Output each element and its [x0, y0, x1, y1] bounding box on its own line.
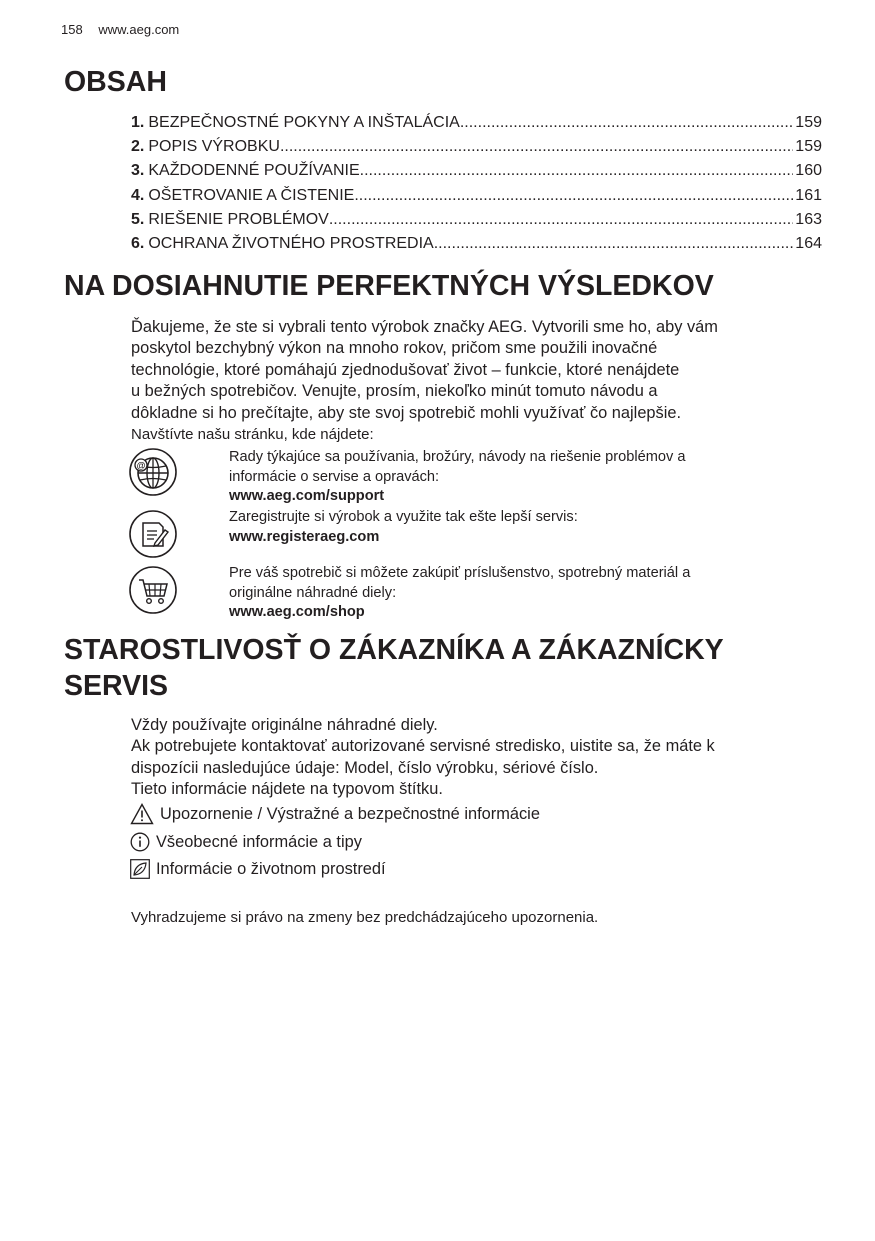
resource-line: originálne náhradné diely: [229, 584, 397, 601]
toc-item-number: 2. [131, 138, 145, 156]
toc-leader [329, 208, 793, 232]
toc-title: OBSAH [64, 66, 167, 98]
toc-leader [280, 135, 793, 159]
care-title-line: SERVIS [64, 670, 169, 702]
resource-line: Pre váš spotrebič si môžete zakúpiť príslušenstvo, spotrebný materiál a [229, 565, 691, 581]
intro-paragraph [131, 317, 821, 445]
resource-text [229, 564, 789, 623]
environment-icon [130, 859, 150, 879]
resource-text [229, 508, 789, 547]
legend-text: Upozornenie / Výstražné a bezpečnostné informácie [160, 805, 540, 823]
toc-item-label: OCHRANA ŽIVOTNÉHO PROSTREDIA [148, 235, 434, 253]
intro-line: technológie, ktoré pomáhajú zjednodušovať život – funkcie, ktoré nenájdete [131, 360, 680, 379]
globe-icon [129, 448, 177, 496]
intro-line: poskytol bezchybný výkon na mnoho rokov, pričom sme použili inovačné [131, 339, 658, 358]
legend-text: Všeobecné informácie a tipy [156, 833, 362, 851]
shop-link[interactable]: www.aeg.com/shop [229, 604, 365, 621]
toc-item-page: 164 [795, 235, 822, 253]
toc-item-label: POPIS VÝROBKU [148, 138, 280, 156]
disclaimer: Vyhradzujeme si právo na zmeny bez predchádzajúceho upozornenia. [131, 909, 599, 926]
support-link[interactable]: www.aeg.com/support [229, 488, 385, 505]
toc-item-number: 3. [131, 162, 145, 180]
care-paragraph [131, 715, 821, 801]
toc-item-number: 6. [131, 235, 145, 253]
website: www.aeg.com [98, 22, 180, 37]
toc-item-label: RIEŠENIE PROBLÉMOV [148, 210, 329, 228]
visit-text: Navštívte našu stránku, kde nájdete: [131, 426, 374, 444]
toc-item-number: 5. [131, 210, 145, 228]
intro-line: u bežných spotrebičov. Venujte, prosím, niekoľko minút tomuto návodu a [131, 382, 658, 401]
resource-register [129, 508, 829, 562]
cart-icon [129, 566, 177, 614]
care-title-line: STAROSTLIVOSŤ O ZÁKAZNÍKA A ZÁKAZNÍCKY [64, 634, 724, 666]
results-title: NA DOSIAHNUTIE PERFEKTNÝCH VÝSLEDKOV [64, 270, 714, 302]
toc-item[interactable] [131, 208, 822, 232]
page-number: 158 [61, 22, 83, 37]
care-line: Tieto informácie nájdete na typovom štítku. [131, 780, 443, 799]
resource-shop [129, 564, 829, 621]
info-icon [130, 832, 150, 852]
toc-item[interactable] [131, 111, 822, 135]
toc-item-number: 4. [131, 186, 145, 204]
toc-item-label: OŠETROVANIE A ČISTENIE [148, 186, 355, 204]
toc-item[interactable] [131, 184, 822, 208]
table-of-contents [131, 111, 822, 256]
resource-line: Rady týkajúce sa používania, brožúry, návody na riešenie problémov a [229, 449, 686, 465]
intro-line: dôkladne si ho prečítajte, aby ste svoj spotrebič mohli využívať čo najlepšie. [131, 403, 682, 422]
toc-leader [434, 232, 794, 256]
intro-line: Ďakujeme, že ste si vybrali tento výrobok značky AEG. Vytvorili sme ho, aby vám [131, 318, 718, 336]
toc-leader [460, 111, 793, 135]
legend-text: Informácie o životnom prostredí [156, 860, 386, 878]
toc-item[interactable] [131, 159, 822, 183]
page-header [61, 22, 191, 37]
warning-icon [130, 803, 154, 825]
resource-support [129, 448, 829, 505]
toc-item-page: 161 [795, 186, 822, 204]
toc-item-page: 159 [795, 114, 822, 131]
care-line: Vždy používajte originálne náhradné diely. [131, 716, 438, 734]
toc-leader [354, 184, 793, 208]
care-title [64, 632, 724, 704]
svg-text:@: @ [136, 460, 146, 471]
legend-info [130, 831, 362, 853]
toc-item[interactable] [131, 232, 822, 256]
toc-item-page: 159 [795, 138, 822, 156]
care-line: Ak potrebujete kontaktovať autorizované servisné stredisko, uistite sa, že máte k [131, 737, 715, 756]
toc-item-number: 1. [131, 114, 145, 131]
resource-line: informácie o servise a opravách: [229, 468, 440, 485]
legend-warning [130, 803, 540, 825]
toc-item-label: BEZPEČNOSTNÉ POKYNY A INŠTALÁCIA [148, 114, 460, 131]
resource-text [229, 448, 789, 507]
toc-item-label: KAŽDODENNÉ POUŽÍVANIE [148, 162, 360, 180]
legend-environment [130, 858, 386, 880]
toc-item-page: 160 [795, 162, 822, 180]
toc-item[interactable] [131, 135, 822, 159]
toc-item-page: 163 [795, 210, 822, 228]
resource-line: Zaregistrujte si výrobok a využite tak ešte lepší servis: [229, 509, 578, 525]
toc-leader [360, 159, 794, 183]
care-line: dispozícii nasledujúce údaje: Model, číslo výrobku, sériové číslo. [131, 758, 599, 777]
register-icon [129, 510, 177, 558]
register-link[interactable]: www.registeraeg.com [229, 528, 380, 545]
